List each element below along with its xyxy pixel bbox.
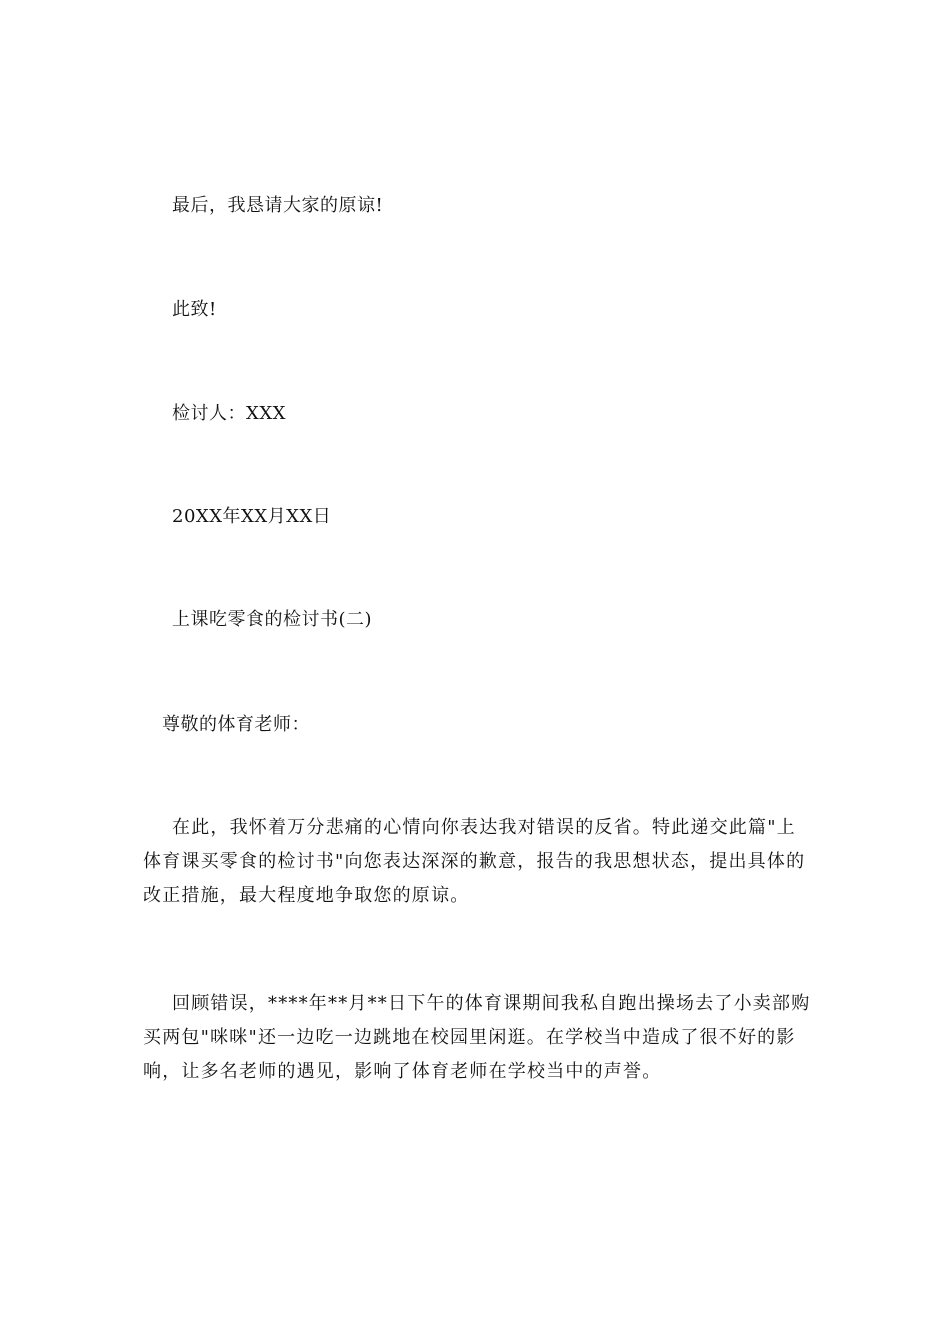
- section-title: 上课吃零食的检讨书(二): [172, 609, 373, 630]
- signer-line: 检讨人：XXX: [172, 403, 286, 424]
- body-paragraph: 回顾错误，****年**月**日下午的体育课期间我私自跑出操场去了小卖部购买两包"咪咪"还一边吃一边跳地在校园里闲逛。在学校当中造成了很不好的影响，让多名老师的遇见，影响了体育老师在学校当中的声誉。: [143, 993, 811, 1082]
- date-line: 20XX年XX月XX日: [172, 506, 332, 527]
- salutation: 尊敬的体育老师：: [162, 714, 310, 735]
- closing-line: 最后，我恳请大家的原谅!: [172, 195, 384, 216]
- body-paragraph: 在此，我怀着万分悲痛的心情向你表达我对错误的反省。特此递交此篇"上体育课买零食的检讨书"向您表达深深的歉意，报告的我思想状态，提出具体的改正措施，最大程度地争取您的原谅。: [143, 817, 806, 906]
- regards-line: 此致!: [172, 299, 217, 320]
